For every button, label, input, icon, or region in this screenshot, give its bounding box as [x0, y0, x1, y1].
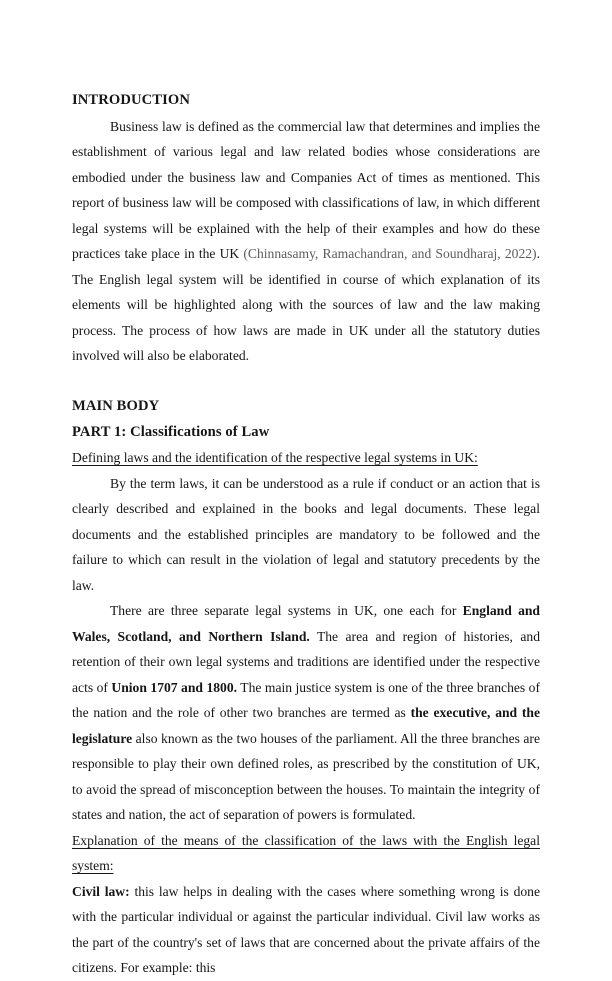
bold-text-run: Union 1707 and 1800. — [111, 679, 238, 695]
text-run: . The English legal system will be identified in course of which explanation of its elements will be highlighted along with the sources of law and the law making process. The process of how laws are made in UK under all the statutory duties involved will also be elaborated. — [72, 246, 540, 363]
text-run: There are three separate legal systems in UK, one each for — [110, 603, 463, 618]
text-run: Business law is defined as the commercial law that determines and implies the establishment of various legal and law related bodies whose considerations are embodied under the business law and Companies Act of times as mentioned. This report of business law will be composed with classifications of law, in which different legal systems will be explained with the help of their examples and how do these practices take place in the UK — [72, 118, 540, 261]
subsection-heading-defining-laws: Defining laws and the identification of the respective legal systems in UK: — [72, 450, 478, 465]
text-run: By the term laws, it can be understood as a rule if conduct or an action that is clearly described and explained in the books and legal documents. These legal documents and the established principles are mandatory to be followed and the failure to which can result in the violation of legal and statutory precedents by the law. — [72, 475, 540, 593]
text-run: The area and region of histories, and retention of their own legal systems and traditions are identified under the respective acts of — [72, 628, 540, 695]
section-spacer — [72, 369, 540, 395]
text-run: The main justice system is one of the three branches of the nation and the role of other two branches are termed as — [72, 679, 540, 720]
text-run: this law helps in dealing with the cases where something wrong is done with the particular individual or against the particular individual. Civil law works as the part of the country's set of laws that are concerned about the private affairs of the citizens. For example: this — [72, 883, 540, 975]
section-subheading-part-1: PART 1: Classifications of Law — [72, 423, 270, 440]
bold-text-run: the executive, and the legislature — [72, 705, 540, 746]
paragraph-introduction — [72, 114, 540, 369]
paragraph-civil-law — [72, 879, 540, 981]
subsection-heading-explanation-classification: Explanation of the means of the classification of the laws with the English legal system: — [72, 832, 540, 873]
paragraph-defining-laws-1 — [72, 471, 540, 599]
citation-reference: (Chinnasamy, Ramachandran, and Soundharaj, 2022) — [243, 246, 537, 261]
section-heading-main-body: MAIN BODY — [72, 398, 160, 414]
section-heading-introduction: INTRODUCTION — [72, 92, 190, 108]
document-body — [72, 88, 540, 981]
bold-text-run: Civil law: — [72, 883, 130, 899]
bold-text-run: England and Wales, Scotland, and Northern Island. — [72, 603, 540, 644]
text-run: also known as the two houses of the parliament. All the three branches are responsible to play their own defined roles, as prescribed by the constitution of UK, to avoid the spread of misconception between the houses. To maintain the integrity of states and nation, the act of separation of powers is formulated. — [72, 730, 540, 822]
paragraph-defining-laws-2 — [72, 598, 540, 828]
